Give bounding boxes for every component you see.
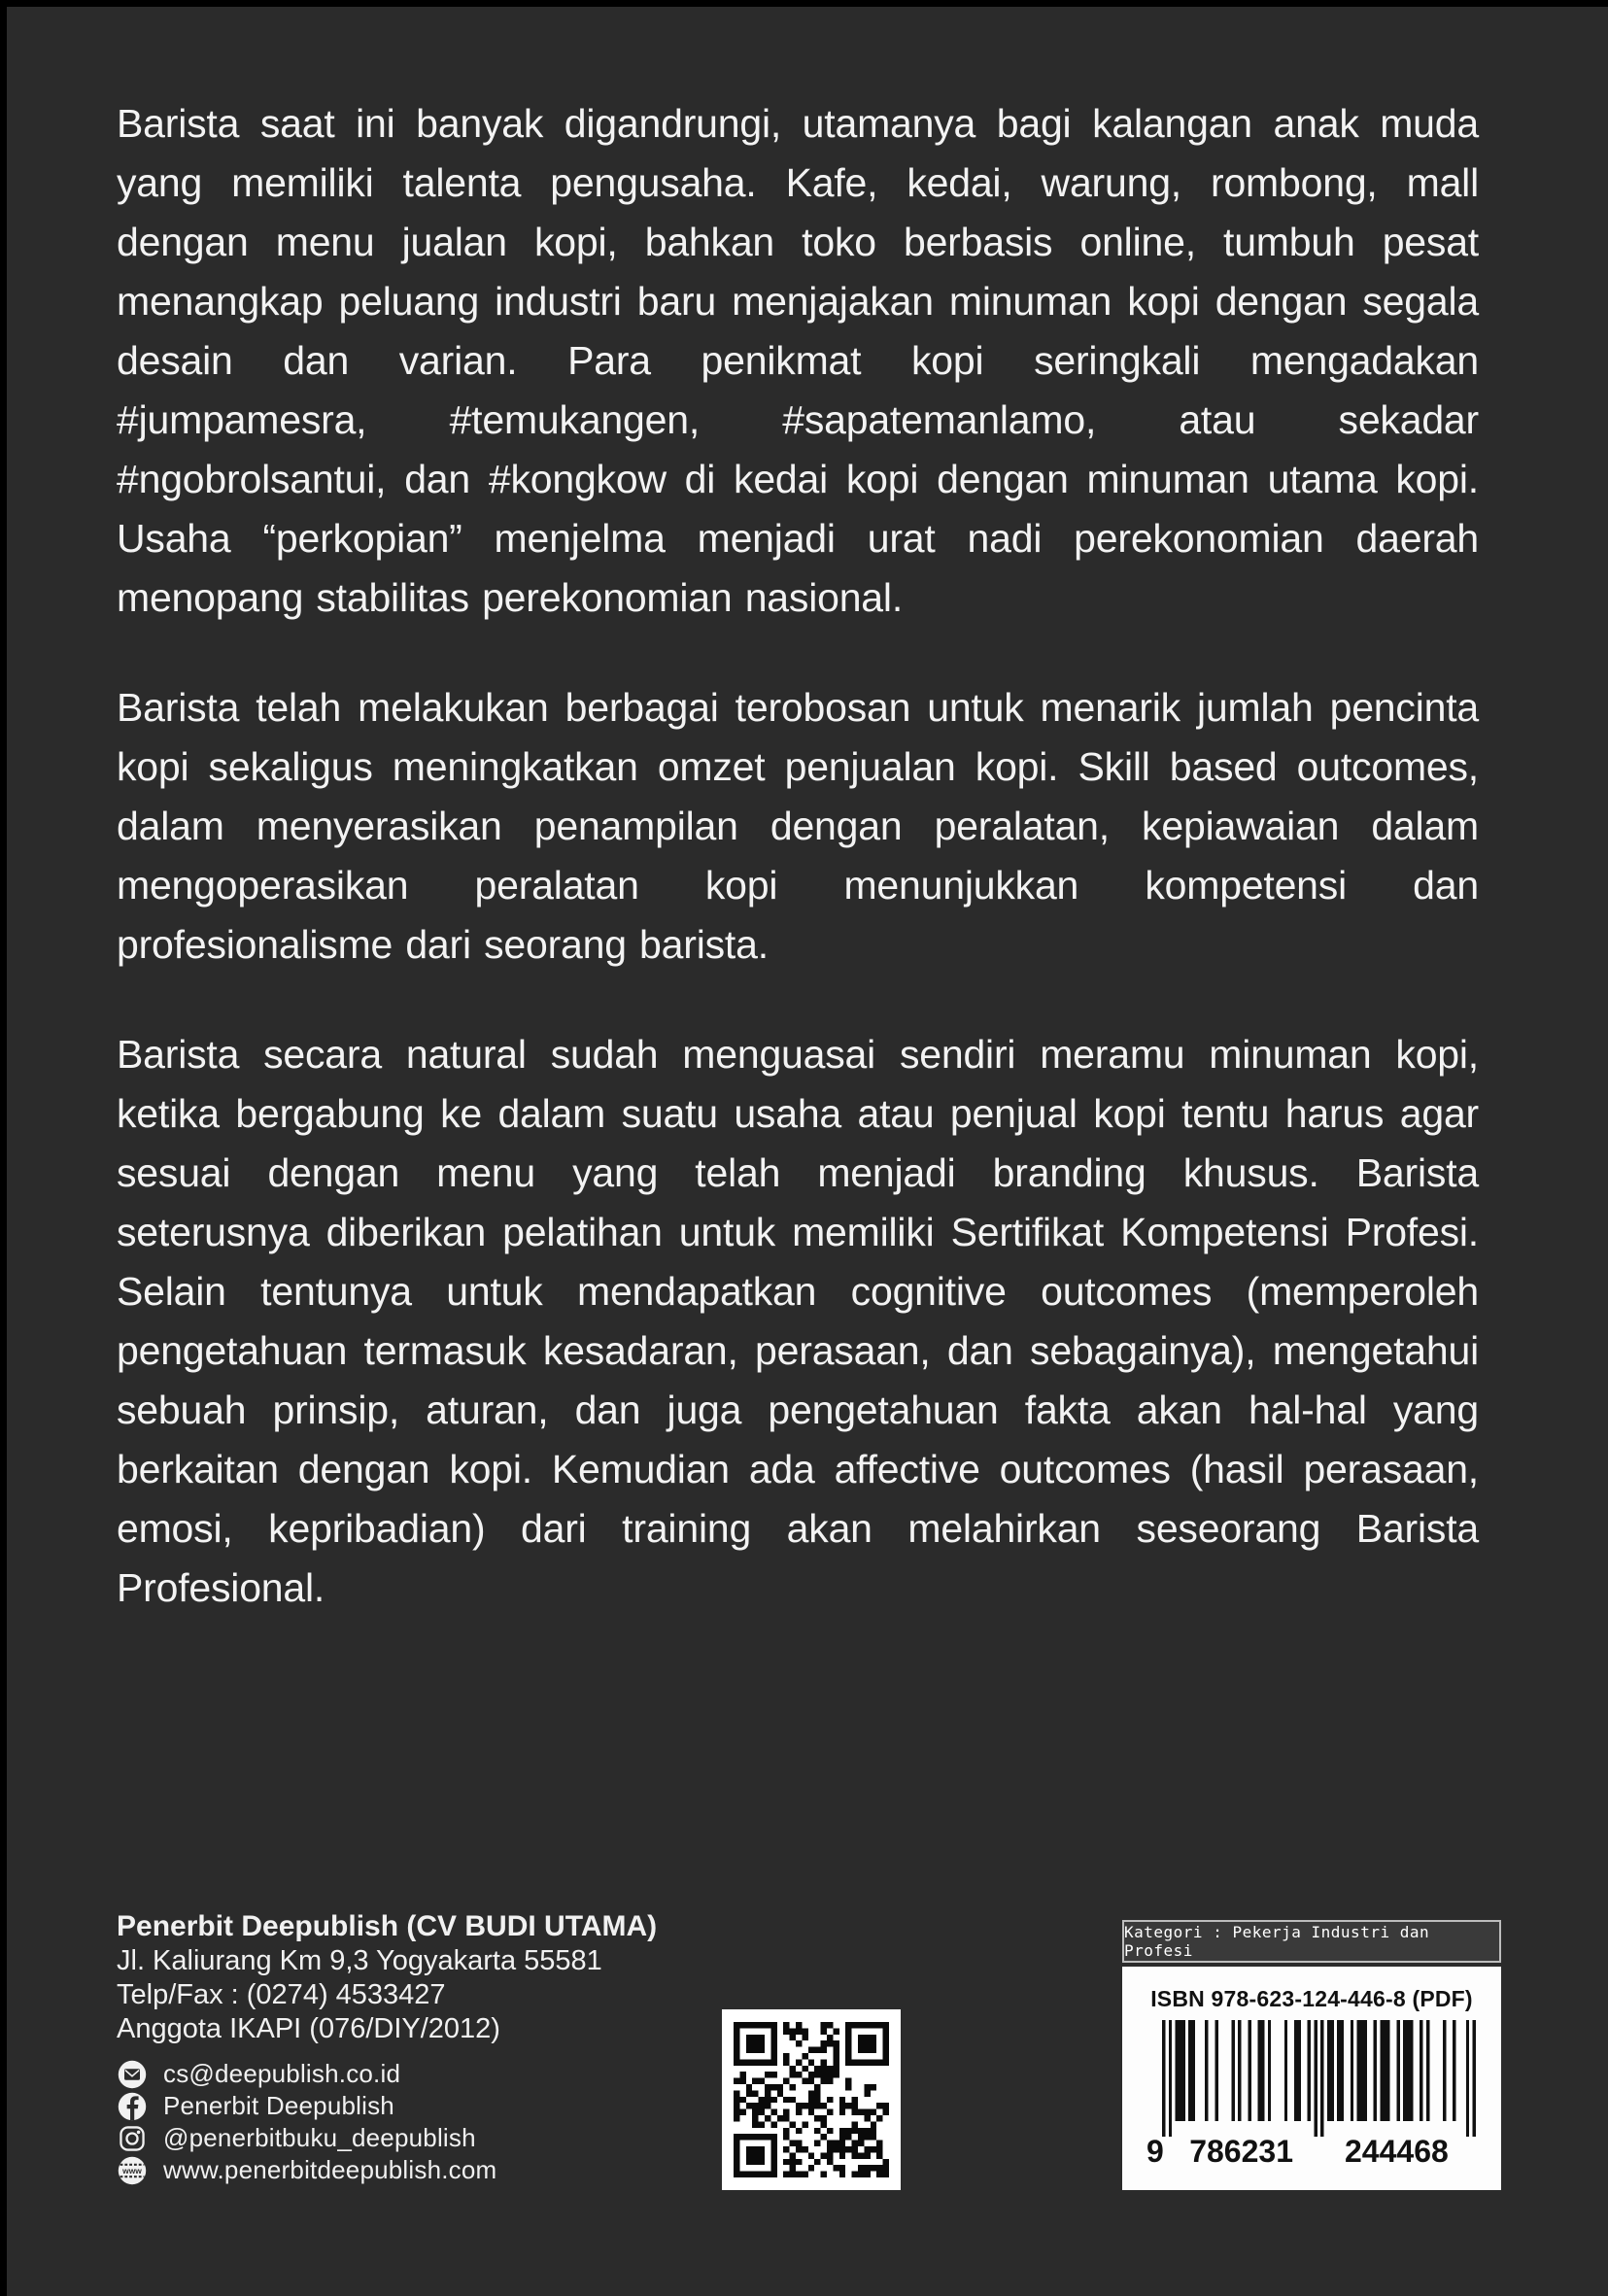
contact-row-email bbox=[117, 2058, 657, 2090]
email-icon bbox=[117, 2059, 148, 2090]
facebook-icon bbox=[117, 2091, 148, 2122]
svg-text:786231: 786231 bbox=[1189, 2134, 1293, 2166]
synopsis-paragraph-1: Barista saat ini banyak digandrungi, utamanya bagi kalangan anak muda yang memiliki talenta pengusaha. Kafe, kedai, warung, rombong, mall dengan menu jualan kopi, bahkan toko berbasis online, tumbuh pesat menangkap peluang industri baru menjajakan minuman kopi dengan segala desain dan varian. Para penikmat kopi seringkali mengadakan #jumpamesra, #temukangen, #sapatemanlamo, atau sekadar #ngobrolsantui, dan #kongkow di kedai kopi dengan minuman utama kopi. Usaha “perkopian” menjelma menjadi urat nadi perekonomian daerah menopang stabilitas perekonomian nasional. bbox=[117, 101, 1479, 620]
synopsis-text-block bbox=[117, 94, 1479, 1668]
instagram-icon bbox=[117, 2123, 148, 2154]
publisher-membership: Anggota IKAPI (076/DIY/2012) bbox=[117, 2013, 500, 2044]
svg-text:244468: 244468 bbox=[1345, 2134, 1449, 2166]
category-badge: Kategori : Pekerja Industri dan Profesi bbox=[1122, 1920, 1501, 1963]
synopsis-paragraph-3: Barista secara natural sudah menguasai sendiri meramu minuman kopi, ketika bergabung ke dalam suatu usaha atau penjual kopi tentu harus agar sesuai dengan menu yang telah menjadi branding khusus. Barista seterusnya diberikan pelatihan untuk memiliki Sertifikat Kompetensi Profesi. Selain tentunya untuk mendapatkan cognitive outcomes (memperoleh pengetahuan termasuk kesadaran, perasaan, dan sebagainya), mengetahui sebuah prinsip, aturan, dan juga pengetahuan fakta akan hal-hal yang berkaitan dengan kopi. Kemudian ada affective outcomes (hasil perasaan, emosi, kepribadian) dari training akan melahirkan seseorang Barista Profesional. bbox=[117, 1032, 1479, 1610]
publisher-phone: Telp/Fax : (0274) 4533427 bbox=[117, 1979, 446, 2010]
publisher-address: Jl. Kaliurang Km 9,3 Yogyakarta 55581 bbox=[117, 1945, 602, 1976]
ean13-barcode bbox=[1139, 2020, 1485, 2166]
contact-row-website bbox=[117, 2154, 657, 2186]
qr-code bbox=[722, 2009, 901, 2190]
contact-row-instagram bbox=[117, 2122, 657, 2154]
publisher-info-block bbox=[117, 1908, 657, 2186]
contact-instagram: @penerbitbuku_deepublish bbox=[163, 2123, 476, 2152]
contact-row-facebook bbox=[117, 2090, 657, 2122]
isbn-number: ISBN 978-623-124-446-8 (PDF) bbox=[1150, 1986, 1473, 2011]
synopsis-paragraph-2: Barista telah melakukan berbagai terobosan untuk menarik jumlah pencinta kopi sekaligus meningkatkan omzet penjualan kopi. Skill based outcomes, dalam menyerasikan penampilan dengan peralatan, kepiawaian dalam mengoperasikan peralatan kopi menunjukkan kompetensi dan profesionalisme dari seorang barista. bbox=[117, 685, 1479, 967]
isbn-barcode-box bbox=[1122, 1967, 1501, 2190]
isbn-panel bbox=[1122, 1920, 1501, 2190]
globe-icon bbox=[117, 2155, 148, 2186]
svg-text:www: www bbox=[122, 2165, 142, 2176]
publisher-name: Penerbit Deepublish (CV BUDI UTAMA) bbox=[117, 1910, 658, 1942]
contact-facebook: Penerbit Deepublish bbox=[163, 2091, 394, 2120]
svg-text:9: 9 bbox=[1146, 2134, 1164, 2166]
contact-website: www.penerbitdeepublish.com bbox=[163, 2155, 497, 2184]
publisher-contact-list bbox=[117, 2058, 657, 2186]
cover-background bbox=[7, 7, 1608, 2296]
contact-email: cs@deepublish.co.id bbox=[163, 2059, 401, 2088]
